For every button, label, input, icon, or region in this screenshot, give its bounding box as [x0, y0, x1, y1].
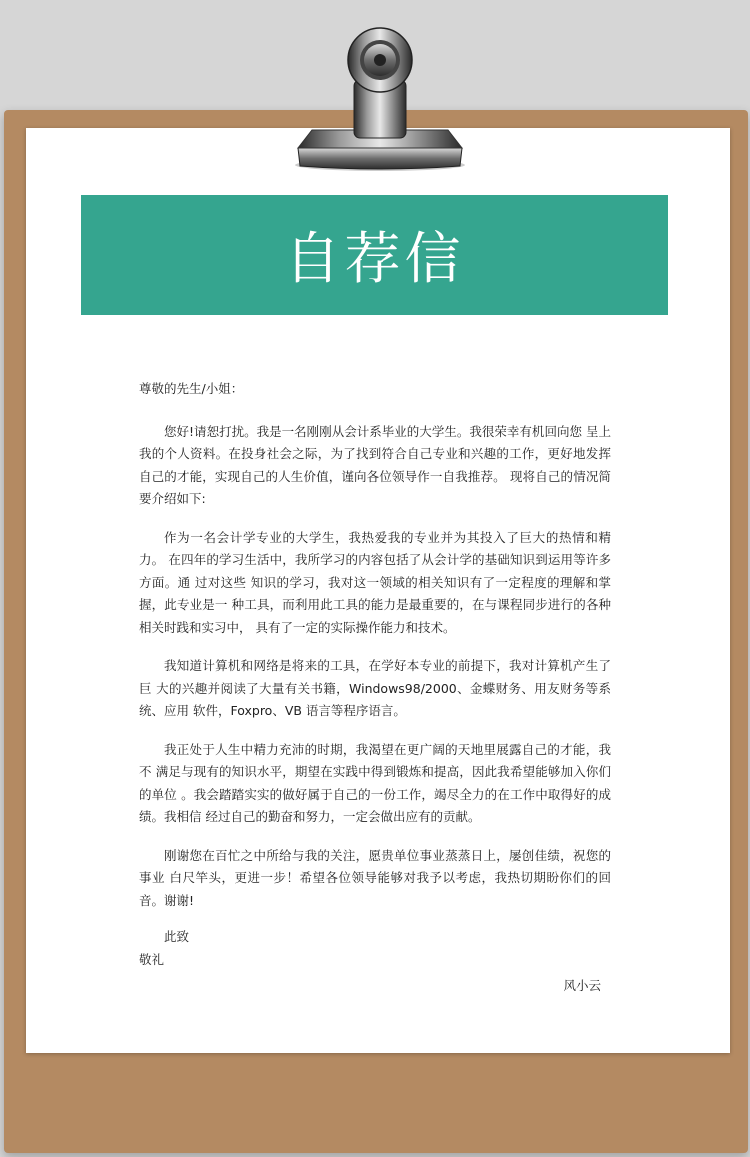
title-banner — [81, 195, 668, 315]
page-title: 自荐信 — [284, 227, 465, 292]
signature: 风小云 — [563, 978, 601, 993]
closing-line-1: 此致 — [164, 929, 190, 944]
paragraph-thanks: 刚谢您在百忙之中所给与我的关注，愿贵单位事业蒸蒸日上，屡创佳绩，祝您的事业 白尺竿头，更进一步！希望各位领导能够对我予以考虑，我热切期盼你们的回音。谢谢! — [139, 847, 611, 908]
letter-body — [139, 378, 611, 998]
paragraph-computer: 我知道计算机和网络是将来的工具，在学好本专业的前提下，我对计算机产生了巨 大的兴趣并阅读了大量有关书籍，Windows98/2000、金蝶财务、用友财务等系统、应用 软件，Foxpro、VB 语言等程序语言。 — [139, 658, 611, 718]
greeting: 尊敬的先生/小姐： — [139, 381, 244, 396]
paragraph-major: 作为一名会计学专业的大学生，我热爱我的专业并为其投入了巨大的热情和精力。 在四年的学习生活中，我所学习的内容包括了从会计学的基础知识到运用等许多方面。通 过对这些 知识的学习，我对这一领域的相关知识有了一定程度的理解和掌握，此专业是一 种工具，而利用此工具的能力是最重要的，在与课程同步进行的各种相关时践和实习中， 具有了一定的实际操作能力和技术。 — [139, 529, 611, 635]
paragraph-intro: 您好!请恕打扰。我是一名刚刚从会计系毕业的大学生。我很荣幸有机回向您 呈上我的个人资料。在投身社会之际，为了找到符合自己专业和兴趣的工作，更好地发挥 自己的才能，实现自己的人生价值，谨向各位领导作一自我推荐。 现将自己的情况简要介绍如下: — [139, 423, 611, 506]
paragraph-aspiration: 我正处于人生中精力充沛的时期，我渴望在更广阔的天地里展露自己的才能，我不 满足与现有的知识水平，期望在实践中得到锻炼和提高，因此我希望能够加入你们的单位 。我会踏踏实实的做好属于自己的一份工作，竭尽全力的在工作中取得好的成绩。我相信 经过自己的勤奋和努力，一定会做出应有的贡献。 — [139, 741, 611, 824]
closing-line-2: 敬礼 — [139, 951, 165, 967]
